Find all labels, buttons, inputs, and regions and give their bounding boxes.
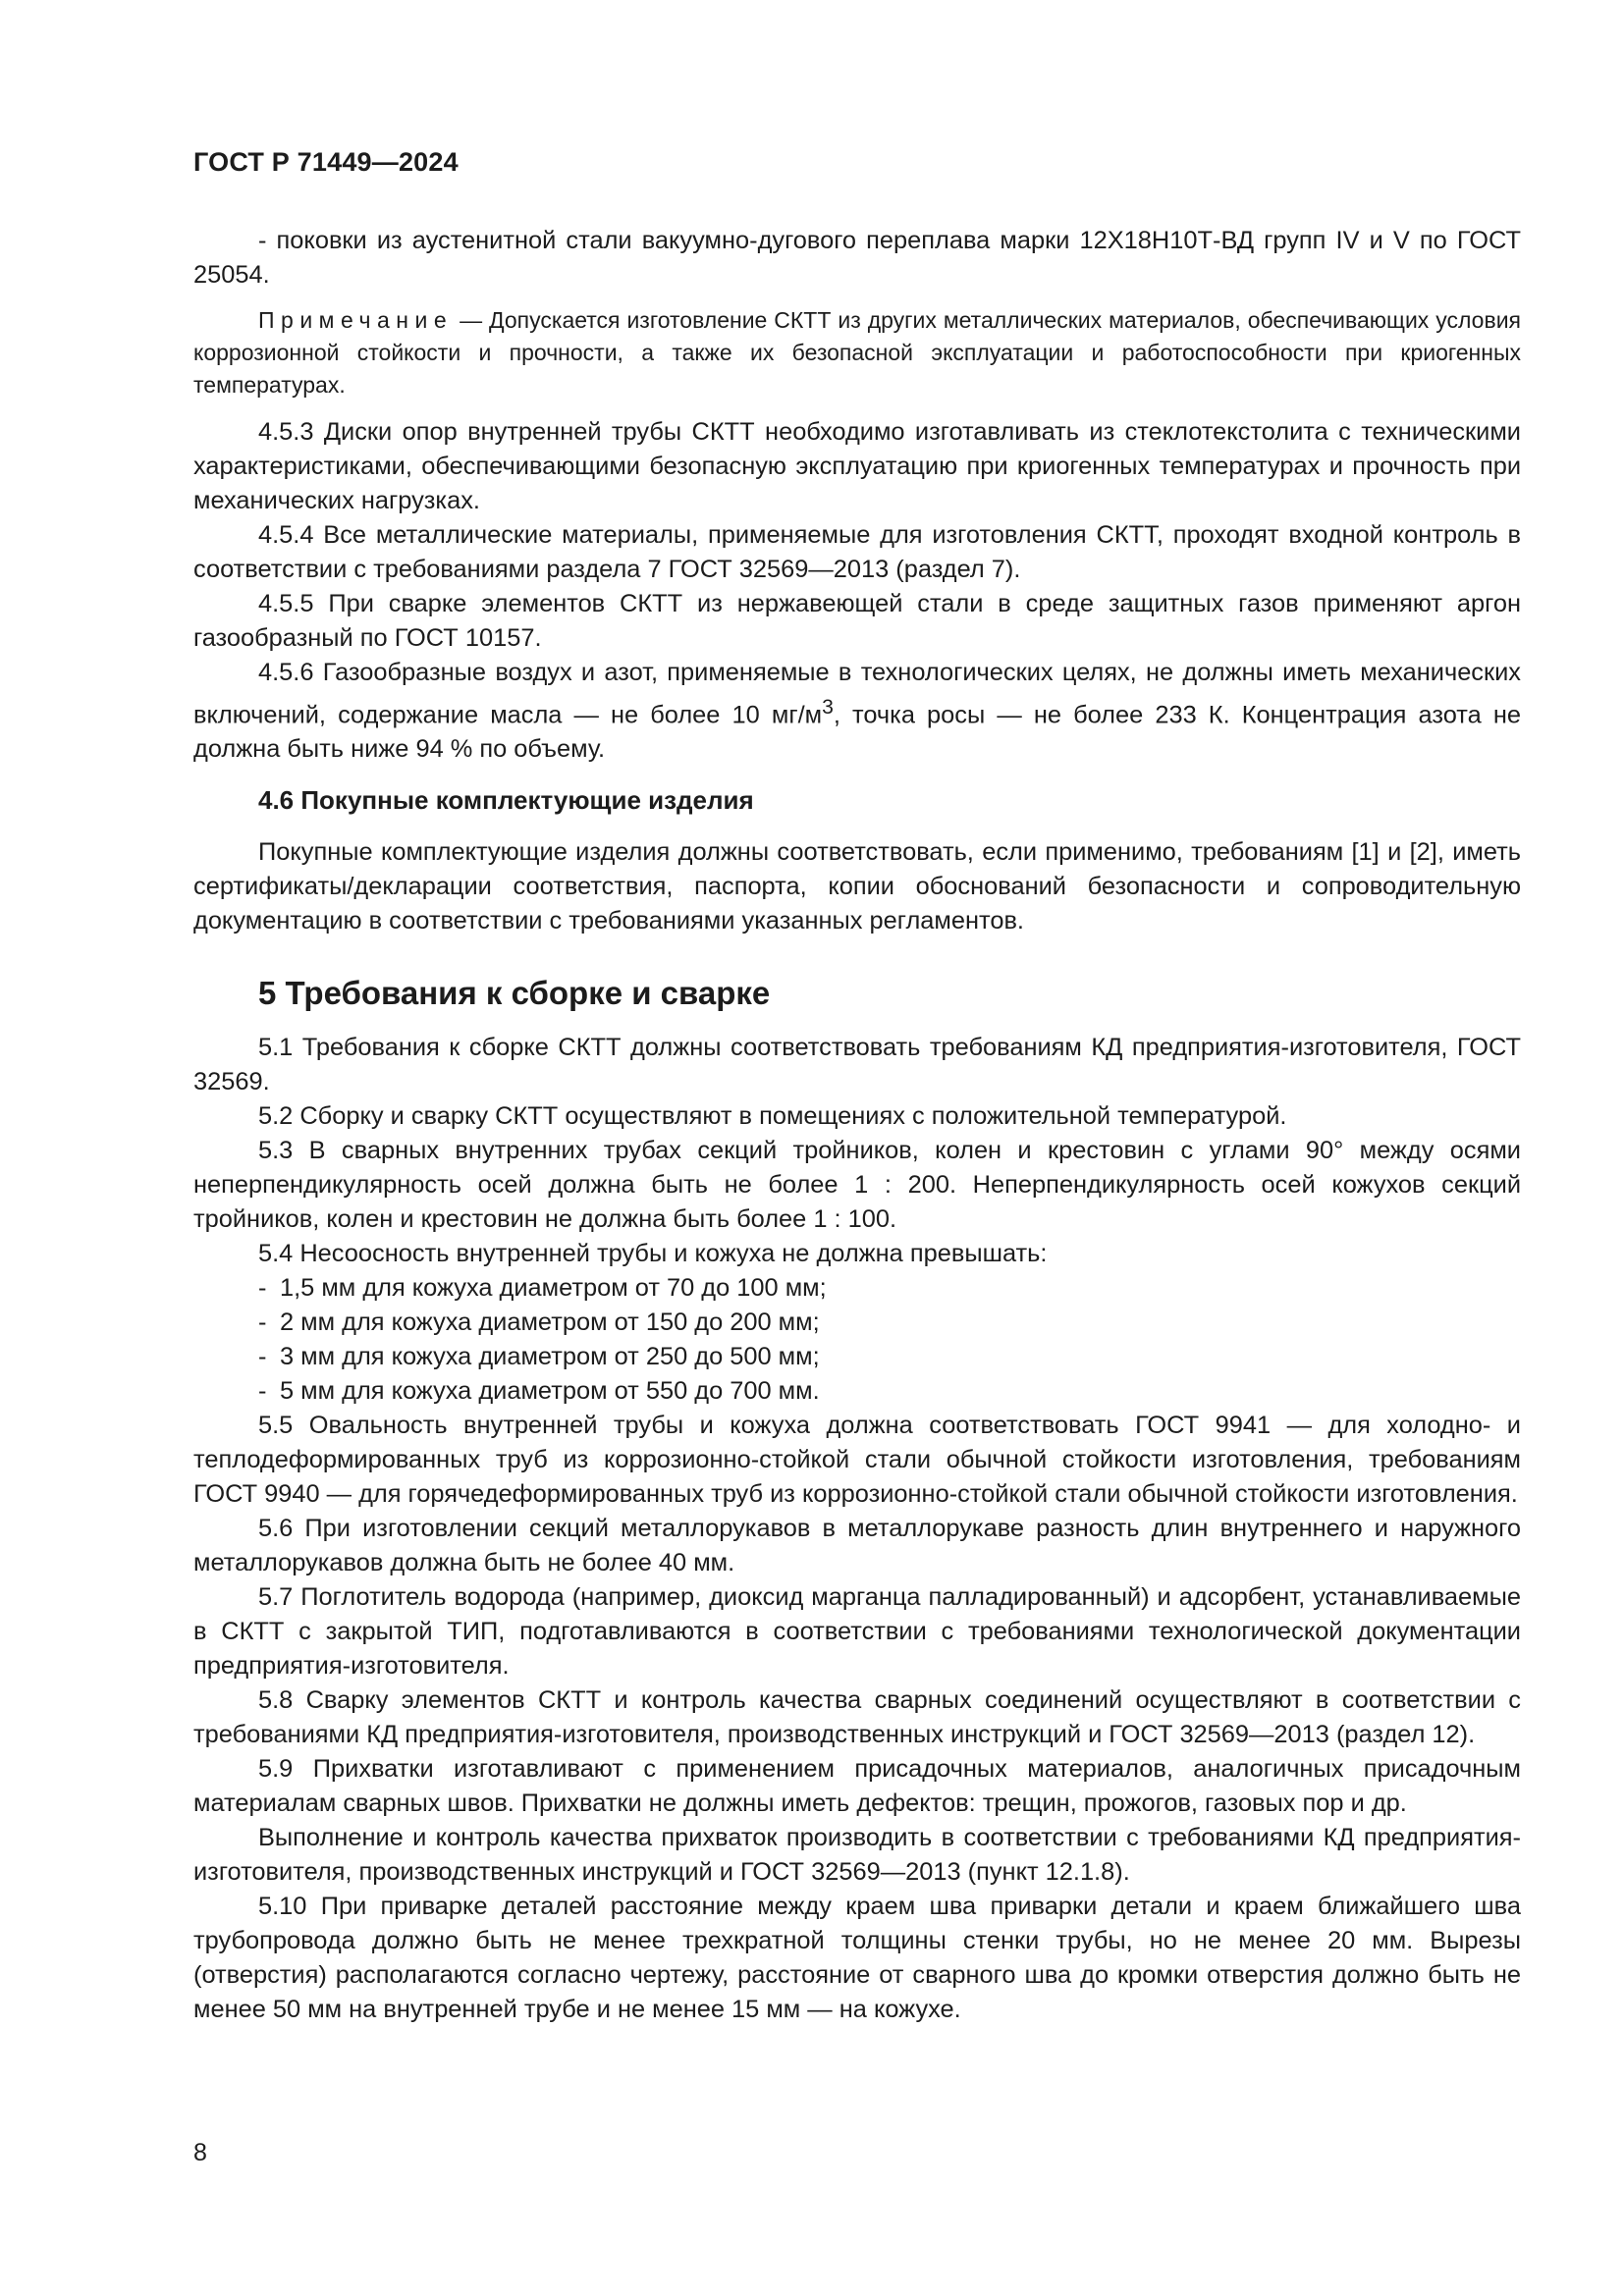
paragraph-forgings: - поковки из аустенитной стали вакуумно-дугового переплава марки 12Х18Н10Т-ВД групп IV и V по ГОСТ 25054. <box>193 227 1521 289</box>
paragraph-tack-control: Выполнение и контроль качества прихваток производить в соответствии с требованиями КД предприятия-изготовителя, производственных инструкций и ГОСТ 32569—2013 (пункт 12.1.8). <box>193 1824 1521 1887</box>
clause-5-10: 5.10 При приварке деталей расстояние между краем шва приварки детали и краем ближайшего шва трубопровода должно быть не менее трехкратной толщины стенки трубы, но не менее 20 мм. Вырезы (отверстия) располагаются согласно чертежу, расстояние от сварного шва до кромки отверстия должно быть не менее 50 мм на внутренней трубе и не менее 15 мм — на кожухе. <box>193 1893 1521 2024</box>
list-dash: - <box>258 1343 267 1371</box>
page-number: 8 <box>193 2139 207 2166</box>
clause-4-5-4: 4.5.4 Все металлические материалы, применяемые для изготовления СКТТ, проходят входной контроль в соответствии с требованиями раздела 7 ГОСТ 32569—2013 (раздел 7). <box>193 521 1521 583</box>
clause-4-5-6 <box>193 656 1521 767</box>
clause-5-2: 5.2 Сборку и сварку СКТТ осуществляют в помещениях с положительной температурой. <box>258 1102 1287 1131</box>
list-item <box>193 1340 1521 1374</box>
superscript-cubic: 3 <box>822 696 834 719</box>
section-heading-5: 5 Требования к сборке и сварке <box>258 975 771 1012</box>
list-item-text: 3 мм для кожуха диаметром от 250 до 500 мм; <box>280 1343 820 1371</box>
document-code: ГОСТ Р 71449—2024 <box>193 147 459 177</box>
list-item <box>193 1271 1521 1306</box>
clause-5-3: 5.3 В сварных внутренних трубах секций тройников, колен и крестовин с углами 90° между осями неперпендикулярность осей должна быть не более 1 : 200. Неперпендикулярность осей кожухов секций тройников, колен и крестовин не должна быть более 1 : 100. <box>193 1137 1521 1234</box>
list-item-text: 1,5 мм для кожуха диаметром от 70 до 100 мм; <box>280 1274 827 1303</box>
clause-5-4: 5.4 Несоосность внутренней трубы и кожуха не должна превышать: <box>258 1240 1048 1268</box>
clause-5-9: 5.9 Прихватки изготавливают с применением присадочных материалов, аналогичных присадочным материалам сварных швов. Прихватки не должны иметь дефектов: трещин, прожогов, газовых пор и др. <box>193 1755 1521 1818</box>
list-dash: - <box>258 1308 267 1337</box>
clause-4-5-5: 4.5.5 При сварке элементов СКТТ из нержавеющей стали в среде защитных газов применяют аргон газообразный по ГОСТ 10157. <box>193 590 1521 652</box>
clause-4-5-6-text-b: , точка росы — не более 233 К. Концентрация азота не должна быть ниже 94 % по объему. <box>193 701 1521 764</box>
note-text: — Допускается изготовление СКТТ из других металлических материалов, обеспечивающих условия коррозионной стойкости и прочности, а также их безопасной эксплуатации и работоспособности при криогенных температурах. <box>193 307 1521 398</box>
clause-5-8: 5.8 Сварку элементов СКТТ и контроль качества сварных соединений осуществляют в соответствии с требованиями КД предприятия-изготовителя, производственных инструкций и ГОСТ 32569—2013 (раздел 12). <box>193 1686 1521 1749</box>
list-item <box>193 1374 1521 1409</box>
list-item <box>193 1306 1521 1340</box>
list-dash: - <box>258 1274 267 1303</box>
clause-4-5-3: 4.5.3 Диски опор внутренней трубы СКТТ необходимо изготавливать из стеклотекстолита с техническими характеристиками, обеспечивающими безопасную эксплуатацию при криогенных температурах и прочность при механических нагрузках. <box>193 418 1521 514</box>
note-label: Примечание <box>258 307 454 333</box>
clause-4-5-6-text-a: 4.5.6 Газообразные воздух и азот, применяемые в технологических целях, не должны иметь механических включений, содержание масла — не более 10 мг/м <box>193 659 1521 729</box>
list-item-text: 2 мм для кожуха диаметром от 150 до 200 мм; <box>280 1308 820 1337</box>
paragraph-purchased-items: Покупные комплектующие изделия должны соответствовать, если применимо, требованиям [1] и [2], иметь сертификаты/декларации соответствия, паспорта, копии обоснований безопасности и сопроводительную документацию в соответствии с требованиями указанных регламентов. <box>193 838 1521 935</box>
note-paragraph <box>193 304 1521 401</box>
list-item-text: 5 мм для кожуха диаметром от 550 до 700 мм. <box>280 1377 820 1406</box>
clause-5-7: 5.7 Поглотитель водорода (например, диоксид марганца палладированный) и адсорбент, устанавливаемые в СКТТ с закрытой ТИП, подготавливаются в соответствии с требованиями технологической документации предприятия-изготовителя. <box>193 1583 1521 1681</box>
subsection-heading-4-6: 4.6 Покупные комплектующие изделия <box>258 785 754 816</box>
clause-5-1: 5.1 Требования к сборке СКТТ должны соответствовать требованиям КД предприятия-изготовителя, ГОСТ 32569. <box>193 1034 1521 1096</box>
clause-5-6: 5.6 При изготовлении секций металлорукавов в металлорукаве разность длин внутреннего и наружного металлорукавов должна быть не более 40 мм. <box>193 1515 1521 1577</box>
page-content <box>193 224 1521 2027</box>
list-dash: - <box>258 1377 267 1406</box>
clause-5-5: 5.5 Овальность внутренней трубы и кожуха должна соответствовать ГОСТ 9941 — для холодно- и теплодеформированных труб из коррозионно-стойкой стали обычной стойкости изготовления, требованиям ГОСТ 9940 — для горячедеформированных труб из коррозионно-стойкой стали обычной стойкости изготовления. <box>193 1412 1521 1509</box>
